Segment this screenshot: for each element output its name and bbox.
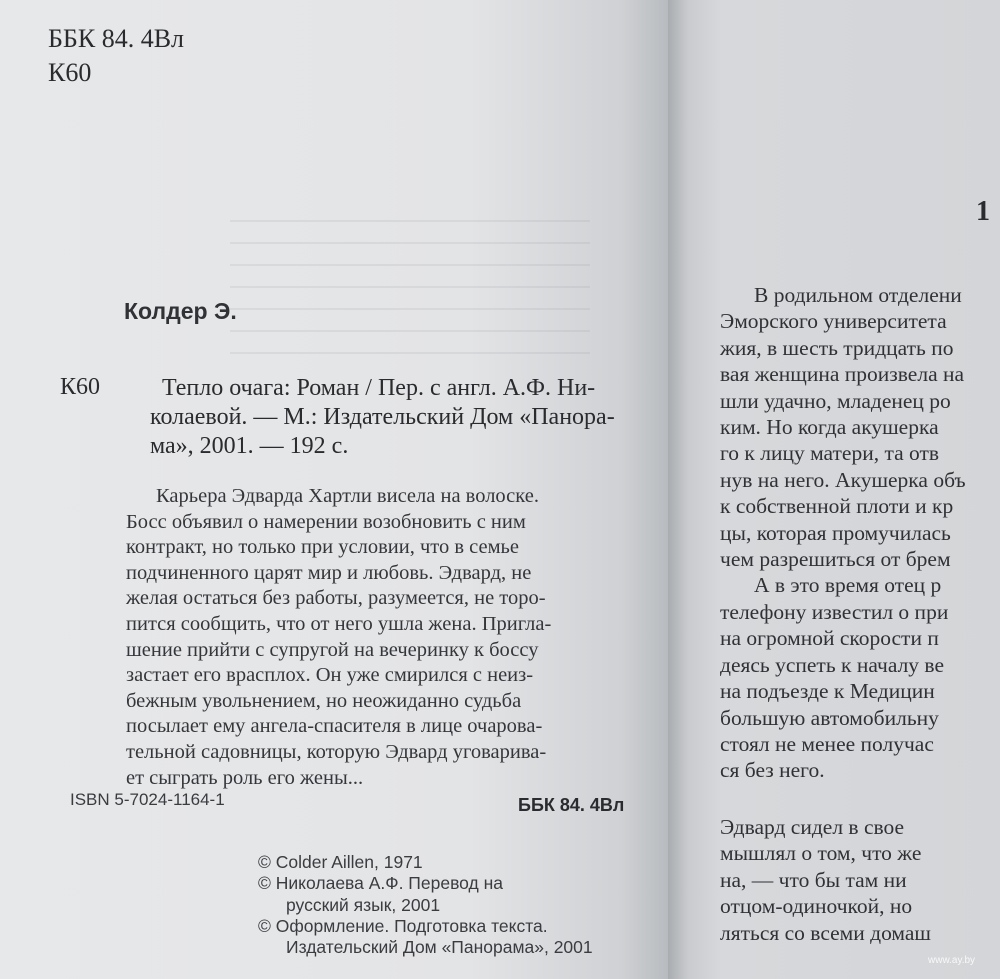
story-line: В родильном отделени: [754, 283, 962, 307]
story-line: мышлял о том, что же: [720, 841, 922, 866]
story-line: жия, в шесть тридцать по: [720, 335, 954, 360]
story-line: на огромной скорости п: [720, 626, 939, 651]
story-line: А в это время отец р: [754, 573, 942, 598]
annotation-line: тельной садовницы, которую Эдвард уговарива-: [126, 740, 547, 763]
copyright-line: Издательский Дом «Панорама», 2001: [286, 937, 593, 958]
story-line: телефону известил о при: [720, 599, 949, 624]
story-line: вая женщина произвела на: [720, 362, 965, 387]
description-line: колаевой. — М.: Издательский Дом «Панора-: [150, 404, 615, 430]
story-line: го к лицу матери, та отв: [720, 441, 940, 466]
annotation-line: шение прийти с супругой на вечеринку к боссу: [126, 638, 539, 661]
annotation: [126, 484, 551, 791]
story-line: ким. Но когда акушерка: [720, 415, 939, 440]
bbk-code: ББК 84. 4Вл: [48, 24, 185, 53]
copyright-line: © Оформление. Подготовка текста.: [258, 915, 548, 936]
story-line: отцом-одиночкой, но: [720, 894, 913, 919]
annotation-line: контракт, но только при условии, что в семье: [126, 536, 520, 559]
annotation-line: подчиненного царят мир и любовь. Эдвард, не: [126, 561, 532, 584]
annotation-line: ет сыграть роль его жены...: [126, 766, 364, 789]
copyright-line: © Николаева А.Ф. Перевод на: [258, 873, 503, 894]
copyright-line: © Colder Aillen, 1971: [258, 852, 423, 872]
story-line: цы, которая промучилась: [720, 520, 951, 545]
bleed-through-text: [230, 206, 590, 366]
story-line: на, — что бы там ни: [720, 867, 907, 892]
annotation-line: желая остаться без работы, разумеется, не торо-: [126, 587, 546, 610]
description-line: ма», 2001. — 192 с.: [150, 433, 349, 459]
description-line: Тепло очага: Роман / Пер. с англ. А.Ф. Ни-: [162, 375, 596, 401]
isbn: ISBN 5-7024-1164-1: [70, 790, 225, 809]
bbk-code-bottom: ББК 84. 4Вл: [518, 795, 625, 815]
story-line: к собственной плоти и кр: [720, 494, 954, 519]
annotation-line: пится сообщить, что от него ушла жена. Пригла-: [126, 612, 552, 635]
story-line: ляться со всеми домаш: [720, 920, 931, 945]
story-line: нув на него. Акушерка объ: [720, 467, 966, 492]
chapter-number: 1: [976, 196, 990, 227]
story-paragraph-3: [720, 814, 931, 946]
author-name: Колдер Э.: [124, 298, 237, 324]
annotation-line: Босс объявил о намерении возобновить с ним: [126, 510, 526, 533]
story-line: на подъезде к Медицин: [720, 679, 935, 704]
story-line: Эморского университета: [720, 309, 947, 334]
story-line: стоял не менее получас: [720, 731, 934, 756]
copyright-line: русский язык, 2001: [286, 894, 441, 915]
story-paragraphs: [720, 282, 966, 784]
k60-code: К60: [48, 58, 92, 87]
copyright-block: [258, 852, 593, 958]
bibliographic-description: [150, 374, 615, 461]
annotation-line: посылает ему ангела-спасителя в лице очарова-: [126, 715, 543, 738]
story-line: шли удачно, младенец ро: [720, 388, 951, 413]
story-line: ся без него.: [720, 758, 825, 783]
story-line: Эдвард сидел в свое: [720, 815, 905, 839]
right-page: [668, 0, 1000, 979]
annotation-line: Карьера Эдварда Хартли висела на волоске.: [156, 485, 539, 507]
watermark: www.ay.by: [928, 955, 976, 966]
story-line: чем разрешиться от брем: [720, 547, 951, 572]
annotation-line: застает его врасплох. Он уже смирился с неиз-: [126, 664, 534, 687]
story-line: деясь успеть к началу ве: [720, 652, 944, 677]
bbk-header: [48, 22, 184, 90]
story-line: большую автомобильну: [720, 705, 939, 730]
catalog-index: К60: [60, 374, 101, 400]
annotation-line: бежным увольнением, но неожиданно судьба: [126, 689, 522, 712]
